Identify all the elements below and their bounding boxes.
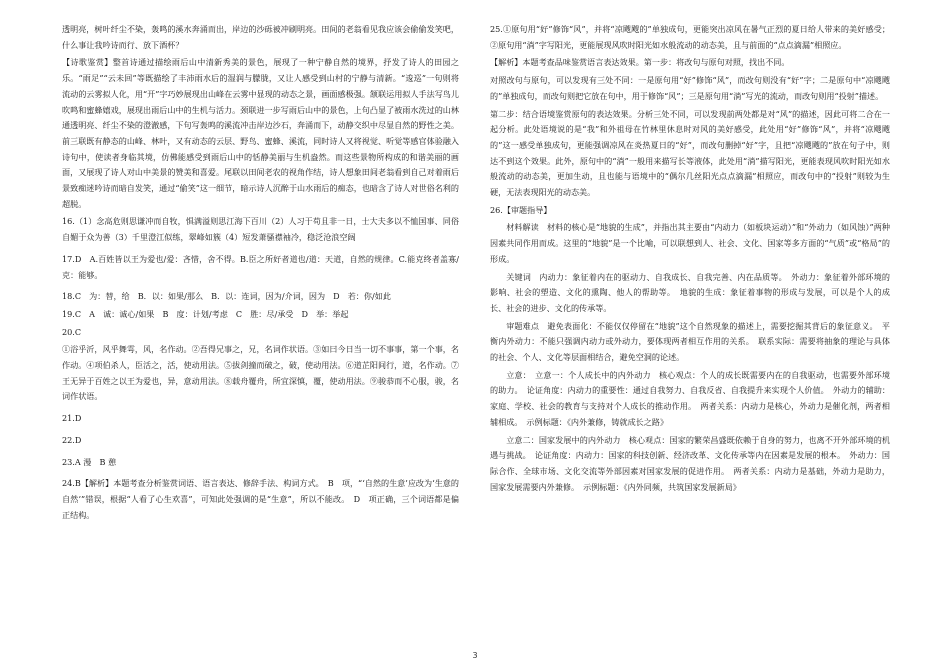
material-reading: 材料解读 材料的核心是“地貌的生成”，并指出其主要由“内动力（如板块运动）”和“外动力（如风蚀）”两种因素共同作用而成。这里的“地貌”是一个比喻，可以联想到人、社会、文化、国家等多方面的“气质”或“格局”的形成。	[490, 222, 890, 264]
right-column	[490, 22, 890, 642]
page-number: 3	[472, 651, 478, 660]
keywords: 关键词 内动力：象征着内在的驱动力、自我成长、自我完善、内在品质等。 外动力：象征着外部环境的影响、社会的塑造、文化的熏陶、他人的帮助等。 地貌的生成：象征着事物的形成与发展，可以是个人的成长、社会的进步、文化的传承等。	[490, 271, 890, 313]
answer-20-detail: ①浴乎沂，风乎舞雩，风，名作动。②吾得兄事之，兄，名词作状语。③如曰今日当一切不事事，第一个事，名作动。④项伯杀人，臣活之，活，使动用法。⑤拔剑撞而破之，破，使动用法。⑥道芷阳间行，道，名作动。⑦王无异于百姓之以王为爱也，异，意动用法。⑧载舟覆舟，所宜深慎，覆，使动用法。⑨骏恭而不心服，骏，名词作状语。	[62, 344, 459, 402]
idea-one: 立意： 立意一：个人成长中的内外动力 核心观点：个人的成长既需要内在的自我驱动，也需要外部环境的助力。 论证角度：内动力的重要性：通过自我努力、自我反省、自我提升来实现个人价值。 外动力的辅助：家庭、学校、社会的教育与支持对个人成长的推动作用。 两者关系：内动力是核心，外动力是催化剂，两者相辅相成。 示例标题：《内外兼修，铸就成长之路》	[490, 369, 890, 427]
analysis-25-step1: 【解析】本题考查品味鉴赏语言表达效果。第一步：将改句与原句对照，找出不同。	[490, 57, 790, 68]
poem-appreciation: 【诗歌鉴赏】整首诗通过描绘雨后山中清新秀美的景色，展现了一种宁静自然的境界，抒发了诗人的田园之乐。“雨足”“云未回”等既描绘了丰沛雨水后的湿润与朦胧，又让人感受到山村的宁静与清新。“逡巡”一句则将流动的云雾拟人化，用“开”字巧妙展现出山峰在云雾中显现的动态之景，画面感极强。颔联运用拟人手法写鸟儿吹鸣和蜜蜂嬉戏，展现出雨后山中的生机与活力。颈联进一步写雨后山中的景色，上句凸显了被雨水洗过的山林通透明亮、纤尘不染的澄澈感，下句写轰鸣的溪流冲击岸边沙石，奔涌而下，动静交织中尽显自然的野性之美。前三联既有静态的山峰、林叶，又有动态的云层、野鸟、蜜蜂、溪流，同时诗人又将视觉、听觉等感官体验融入诗句中，使读者身临其境，仿佛能感受到雨后山中的恬静美丽与生机盎然。而这些景物所构成的和谐美丽的画面，又展现了诗人对山中美景的赞美和喜爱。尾联以田间老农的视角作结，诗人想象田间老翁看到自己对着雨后景致痴迷吟诗而暗自发笑，通过“偷笑”这一细节，暗示诗人沉醉于山水雨后的痴态，也暗含了诗人对世俗名利的超脱。	[62, 57, 459, 209]
answer-18: 18.C 为：替，给 B．以：如果/那么 B．以：连词，因为/介词，因为 D 若：你/如此	[62, 291, 391, 302]
answer-24: 24.B【解析】本题考查分析鉴赏词语、语言表达、修辞手法、构词方式。 B 项，“‘自然的生意’应改为‘生意的自然’”错误，根据“人看了心生欢喜”，可知此处强调的是“生意”，所以不能改。 D 项正确，三个词语都是偏正结构。	[62, 478, 459, 520]
analysis-25-step2: 第二步：结合语境鉴赏原句的表达效果。分析三处不同，可以发现前两处都是对“风”的描述，因此可将二合在一起分析。此处语境说的是“我”和外祖母在竹林里休息时对风的美好感受，此处用“好”修饰“风”，并将“凉飕飕的”这一感受单独成句，更能强调凉风在炎热夏日的“好”，而改句删掉“好”字，且把“凉飕飕的”放在句子中，则达不到这个效果。此外，原句中的“淌”一般用来描写长等液体，此处用“淌”描写阳光，更能表现风吹时阳光如水般流动的动态美，更加生动，且也能与语境中的“偶尔几丝阳光点点滴漏”相照应，而改句中的“投射”则较为生硬，无法表现阳光的动态美。	[490, 108, 890, 198]
answer-16: 16.（1）念高危则思谦冲而自牧，惧满溢则思江海下百川（2）人习于苟且非一日，士大夫多以不恤国事、同俗自媚于众为善（3）千里澄江似练，翠峰如簇（4）短发萧骚襟袖冷，稳泛沧浪空阔	[62, 216, 459, 243]
answer-22: 22.D	[62, 434, 82, 445]
left-para-0: 透明亮，树叶纤尘不染，轰鸣的溪水奔涌而出，岸边的沙砾被冲刷明亮。田间的老翁看见我应该会偷偷发笑吧，什么事让我吟诗而行、放下酒杯？	[62, 24, 459, 50]
answer-17: 17.D A.百姓皆以王为爱也/爱：吝惜，舍不得。B.臣之所好者道也/道：天道，自然的规律。C.能克终者盖寡/克：能够。	[62, 253, 459, 280]
idea-two: 立意二：国家发展中的内外动力 核心观点：国家的繁荣昌盛既依赖于自身的努力，也离不开外部环境的机遇与挑战。 论证角度：内动力：国家的科技创新、经济改革、文化传承等内在因素是发展的根本。 外动力：国际合作、全球市场、文化交流等外部因素对国家发展的促进作用。 两者关系：内动力是基础，外动力是助力，国家发展需要内外兼修。 示例标题：《内外同频，共筑国家发展新局》	[490, 434, 890, 492]
left-column	[62, 22, 459, 642]
difficulty-points: 审题难点 避免表面化：不能仅仅停留在“地貌”这个自然现象的描述上，需要挖掘其背后的象征意义。 平衡内外动力：不能只强调内动力或外动力，要体现两者相互作用的关系。 联系实际：需要将抽象的理论与具体的社会、个人、文化等层面相结合，避免空洞的论述。	[490, 320, 890, 363]
answer-25: 25.①原句用“好”修饰“风”，并将“凉飕飕的”单独成句，更能突出凉风在暑气正烈的夏日给人带来的美好感受；②原句用“淌”字写阳光，更能展现风吹时阳光如水般流动的动态美，且与前面的“点点滴漏”相照应。	[490, 24, 890, 50]
question-26-heading: 26.【审题指导】	[490, 204, 552, 215]
answer-20: 20.C	[62, 326, 82, 337]
answer-19: 19.C A 诚：诚心/如果 B 度：计划/考虑 C 胜：尽/承受 D 举：举起	[62, 308, 349, 319]
answer-21: 21.D	[62, 413, 82, 424]
analysis-25-compare: 对照改句与原句，可以发现有三处不同：一是原句用“好”修饰“风”，而改句则没有“好”字；二是原句中“凉飕飕的”单独成句，而改句则把它放在句中，用于修饰“风”；三是原句用“淌”写光的流动，而改句则用“投射”描述。	[490, 75, 890, 101]
answer-23: 23.A 漫 B 憩	[62, 456, 117, 467]
